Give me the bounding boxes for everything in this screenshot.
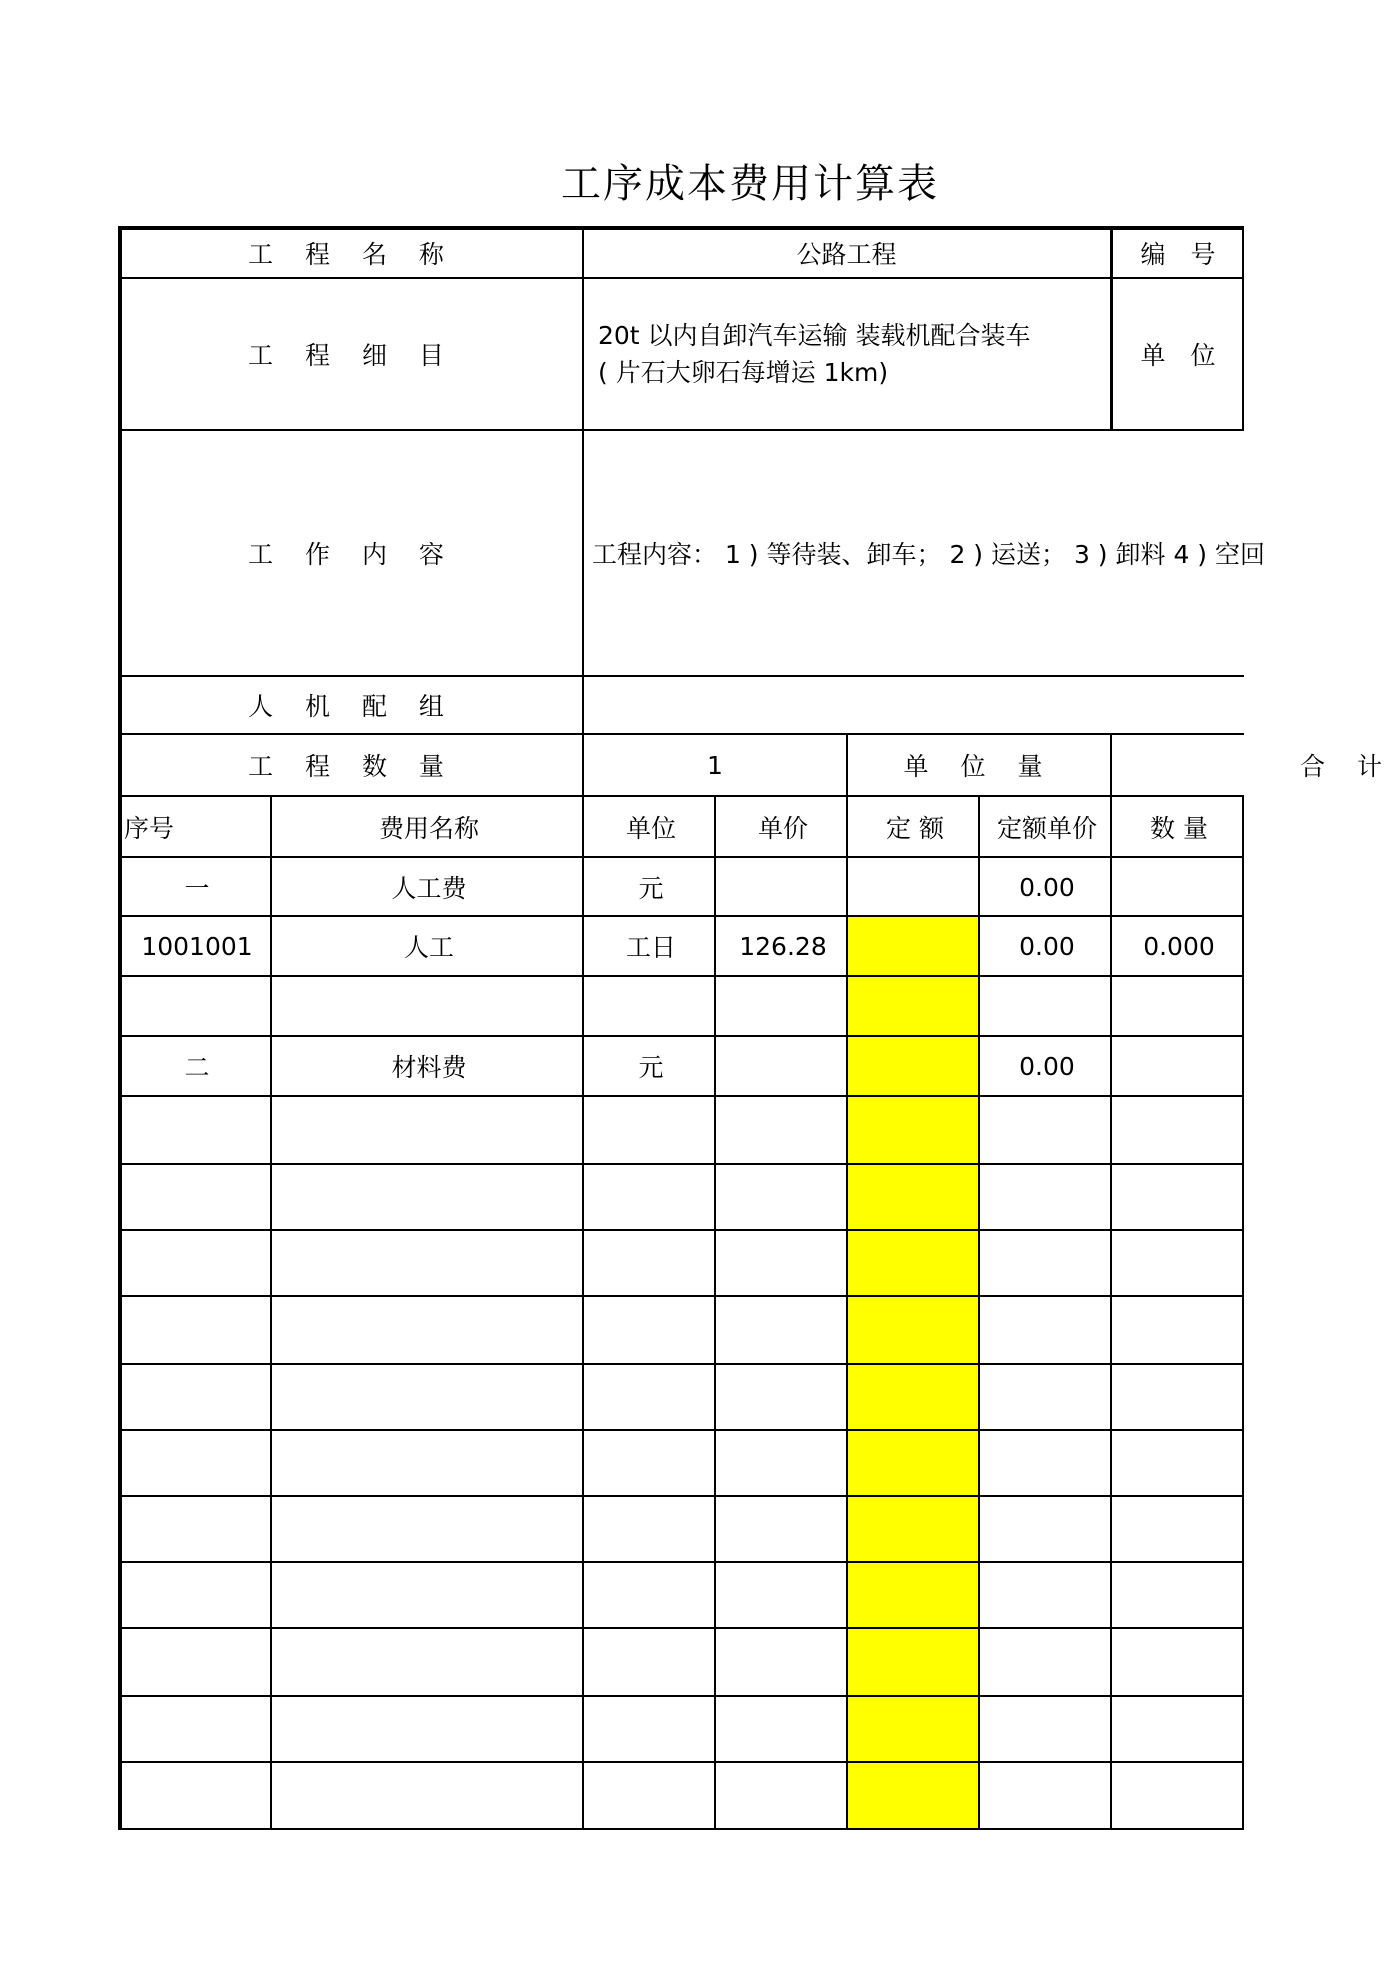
cell-quota[interactable] [850, 1364, 980, 1430]
grid-line [120, 1163, 1244, 1165]
grid-line [120, 1761, 1244, 1763]
grid-line [582, 429, 1112, 431]
cell-fee-name[interactable] [274, 1496, 584, 1562]
cell-amount[interactable] [1114, 1762, 1244, 1828]
cell-quota-unit-price[interactable] [982, 1562, 1112, 1628]
grid-line [120, 856, 1244, 858]
col-header-quota: 定 额 [886, 813, 944, 843]
grid-line [120, 226, 1244, 230]
unit-label: 单 位 [1140, 341, 1216, 370]
grid-line [120, 277, 582, 279]
cell-amount[interactable] [1114, 1628, 1244, 1696]
cell-quota[interactable] [850, 976, 980, 1036]
cell-quota-unit-price[interactable]: 0.00 [1019, 872, 1075, 902]
cell-seq[interactable]: 二 [184, 1053, 210, 1082]
cell-quota[interactable] [850, 858, 980, 916]
grid-line [582, 797, 584, 1830]
cell-unit[interactable] [586, 1628, 716, 1696]
cell-quota-unit-price[interactable] [982, 1364, 1112, 1430]
grid-line [846, 733, 848, 797]
cell-unit[interactable] [586, 1364, 716, 1430]
cell-unit[interactable]: 元 [638, 874, 664, 903]
cell-amount[interactable] [1114, 976, 1244, 1036]
cell-unit-price[interactable] [718, 1364, 848, 1430]
detail-label: 工 程 细 目 [248, 341, 456, 370]
cell-unit[interactable] [586, 1230, 716, 1296]
cell-amount[interactable] [1114, 1562, 1244, 1628]
grid-line [120, 1429, 1244, 1431]
cell-unit-price[interactable] [718, 1036, 848, 1096]
cell-seq[interactable] [122, 1496, 272, 1562]
cell-fee-name[interactable] [274, 1364, 584, 1430]
grid-line [120, 675, 1244, 677]
cell-quota[interactable] [850, 1696, 980, 1762]
crew-label: 人 机 配 组 [248, 692, 456, 721]
cell-quota[interactable] [850, 916, 980, 976]
grid-line [120, 1695, 1244, 1697]
cell-unit[interactable] [586, 1696, 716, 1762]
cell-amount[interactable] [1114, 1096, 1244, 1164]
quantity-label: 工 程 数 量 [248, 752, 456, 781]
cell-seq[interactable] [122, 1562, 272, 1628]
cell-unit[interactable] [586, 1562, 716, 1628]
cell-fee-name[interactable]: 人工 [403, 933, 454, 962]
cell-unit[interactable] [586, 976, 716, 1036]
cell-quota-unit-price[interactable] [982, 1628, 1112, 1696]
cell-unit[interactable] [586, 1430, 716, 1496]
cell-seq[interactable] [122, 1096, 272, 1164]
grid-line [120, 1035, 1244, 1037]
col-header-amount: 数 量 [1150, 813, 1208, 843]
grid-line [120, 975, 1244, 977]
grid-line [120, 1229, 1244, 1231]
cell-seq[interactable] [122, 1230, 272, 1296]
detail-value-line2: ( 片石大卵石每增运 1km) [598, 358, 889, 387]
grid-line [120, 1095, 1244, 1097]
cell-amount[interactable] [1114, 1364, 1244, 1430]
cell-fee-name[interactable] [274, 1296, 584, 1364]
cell-quota-unit-price[interactable] [982, 1430, 1112, 1496]
cell-unit-price[interactable] [718, 1164, 848, 1230]
grid-line [120, 795, 1244, 797]
cell-amount[interactable] [1114, 1296, 1244, 1364]
cell-fee-name[interactable] [274, 1762, 584, 1828]
cell-quota[interactable] [850, 1562, 980, 1628]
grid-line [1110, 733, 1112, 797]
cell-amount[interactable]: 0.000 [1143, 931, 1215, 961]
cell-seq[interactable] [122, 976, 272, 1036]
cell-fee-name[interactable] [274, 1628, 584, 1696]
cell-amount[interactable] [1114, 1164, 1244, 1230]
cell-unit[interactable] [586, 1496, 716, 1562]
work-content-value: 工程内容： 1 ) 等待装、卸车； 2 ) 运送； 3 ) 卸料 4 ) 空回 [592, 540, 1265, 569]
grid-line [120, 1495, 1244, 1497]
cell-seq[interactable] [122, 1430, 272, 1496]
cell-unit-price[interactable]: 126.28 [739, 931, 827, 961]
cell-fee-name[interactable] [274, 1096, 584, 1164]
cell-unit[interactable] [586, 1296, 716, 1364]
cell-unit-price[interactable] [718, 1096, 848, 1164]
cell-unit-price[interactable] [718, 1430, 848, 1496]
cell-quota[interactable] [850, 1296, 980, 1364]
col-header-fee-name: 费用名称 [378, 813, 479, 843]
grid-line [120, 1561, 1244, 1563]
cell-quota-unit-price[interactable]: 0.00 [1019, 931, 1075, 961]
project-name-value: 公路工程 [796, 240, 897, 269]
cell-quota-unit-price[interactable] [982, 1164, 1112, 1230]
grid-line [120, 1363, 1244, 1365]
grid-line [582, 733, 584, 797]
cell-unit[interactable]: 工日 [625, 933, 676, 962]
col-header-unit-price: 单价 [757, 813, 808, 843]
cell-quota-unit-price[interactable] [982, 1496, 1112, 1562]
cell-quota[interactable] [850, 1036, 980, 1096]
cell-quota[interactable] [850, 1230, 980, 1296]
project-name-label: 工 程 名 称 [248, 240, 456, 269]
col-header-unit: 单位 [625, 813, 676, 843]
col-header-seq: 序号 [124, 813, 175, 843]
cell-seq[interactable] [122, 1696, 272, 1762]
cell-seq[interactable] [122, 1628, 272, 1696]
cell-seq[interactable] [122, 1296, 272, 1364]
cell-seq[interactable] [122, 1164, 272, 1230]
cell-unit[interactable]: 元 [638, 1053, 664, 1082]
detail-value [584, 279, 1109, 429]
cell-unit-price[interactable] [718, 1562, 848, 1628]
cell-amount[interactable] [1114, 1430, 1244, 1496]
cell-quota-unit-price[interactable] [982, 1096, 1112, 1164]
cell-quota-unit-price[interactable]: 0.00 [1019, 1051, 1075, 1081]
cell-amount[interactable] [1114, 858, 1244, 916]
grid-line [846, 797, 848, 1830]
cell-unit-price[interactable] [718, 858, 848, 916]
cell-unit[interactable] [586, 1762, 716, 1828]
cell-seq[interactable] [122, 1364, 272, 1430]
cell-unit-price[interactable] [718, 1230, 848, 1296]
cell-unit-price[interactable] [718, 1628, 848, 1696]
grid-line [714, 797, 716, 1830]
cell-seq[interactable]: 1001001 [141, 931, 253, 961]
cell-unit-price[interactable] [718, 1496, 848, 1562]
cell-quota[interactable] [850, 1628, 980, 1696]
cell-unit[interactable] [586, 1164, 716, 1230]
cell-fee-name[interactable] [274, 1562, 584, 1628]
cell-fee-name[interactable] [274, 1164, 584, 1230]
cell-amount[interactable] [1114, 1696, 1244, 1762]
grid-line [120, 1828, 1244, 1830]
grid-line [1110, 797, 1112, 1830]
work-content-label: 工 作 内 容 [248, 540, 456, 569]
cell-fee-name[interactable]: 人工费 [391, 874, 467, 903]
grid-line [120, 1627, 1244, 1629]
cell-amount[interactable] [1114, 1036, 1244, 1096]
col-header-quota-unit-price: 定额单价 [996, 813, 1097, 843]
cell-seq[interactable] [122, 1762, 272, 1828]
cell-fee-name[interactable] [274, 1230, 584, 1296]
cell-quota-unit-price[interactable] [982, 1696, 1112, 1762]
cell-unit-price[interactable] [718, 1296, 848, 1364]
cell-amount[interactable] [1114, 1230, 1244, 1296]
cell-seq[interactable]: 一 [184, 874, 210, 903]
cell-quota[interactable] [850, 1096, 980, 1164]
cell-amount[interactable] [1114, 1496, 1244, 1562]
cell-quota[interactable] [850, 1496, 980, 1562]
quantity-value: 1 [707, 750, 723, 780]
cell-quota-unit-price[interactable] [982, 1230, 1112, 1296]
cell-quota[interactable] [850, 1164, 980, 1230]
grid-line [1242, 797, 1244, 1830]
grid-line [1110, 226, 1113, 431]
cell-quota-unit-price[interactable] [982, 976, 1112, 1036]
cell-fee-name[interactable]: 材料费 [391, 1053, 467, 1082]
grid-line [978, 797, 980, 1830]
cell-quota-unit-price[interactable] [982, 1296, 1112, 1364]
cell-quota[interactable] [850, 1430, 980, 1496]
grid-line [120, 915, 1244, 917]
grid-line [582, 226, 584, 733]
grid-line [1242, 226, 1244, 431]
cell-quota-unit-price[interactable] [982, 1762, 1112, 1828]
cell-fee-name[interactable] [274, 1696, 584, 1762]
grid-line [120, 1295, 1244, 1297]
total-label: 合 计 [1300, 752, 1394, 781]
unit-amount-label: 单 位 量 [903, 752, 1055, 781]
grid-line [120, 733, 1244, 735]
cell-fee-name[interactable] [274, 1430, 584, 1496]
cell-unit-price[interactable] [718, 1696, 848, 1762]
cell-unit[interactable] [586, 1096, 716, 1164]
cell-unit-price[interactable] [718, 1762, 848, 1828]
cell-fee-name[interactable] [274, 976, 584, 1036]
grid-line [270, 797, 272, 1830]
cell-unit-price[interactable] [718, 976, 848, 1036]
page-title: 工序成本费用计算表 [561, 161, 939, 207]
detail-value-line1: 20t 以内自卸汽车运输 装载机配合装车 [598, 321, 1031, 350]
grid-line [118, 226, 122, 1830]
cell-quota[interactable] [850, 1762, 980, 1828]
code-label: 编 号 [1140, 240, 1216, 269]
grid-line [582, 277, 1244, 279]
